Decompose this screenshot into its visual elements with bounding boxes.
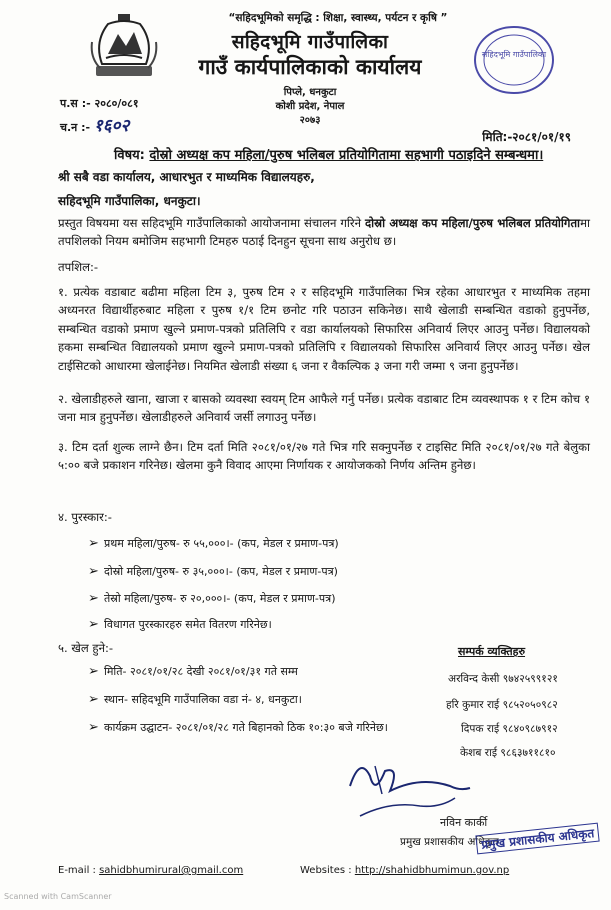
official-stamp: प्रमुख प्रशासकीय अधिकृत xyxy=(475,823,600,855)
municipality-seal xyxy=(472,24,556,96)
prize-item: ➢ तेस्रो महिला/पुरुष- रु २०,०००।- (कप, मेडल र प्रमाण-पत्र) xyxy=(88,591,336,606)
contacts-heading: सम्पर्क व्यक्तिहरु xyxy=(458,645,526,658)
details-heading: तपशिल:- xyxy=(58,260,99,274)
website-link[interactable]: http://shahidbhumimun.gov.np xyxy=(354,865,510,876)
arrow-bullet-icon: ➢ xyxy=(88,617,99,632)
prizes-heading: ४. पुरस्कार:- xyxy=(58,510,112,524)
arrow-bullet-icon: ➢ xyxy=(88,536,99,551)
intro-paragraph: प्रस्तुत विषयमा यस सहिदभूमि गाउँपालिकाको आयोजनामा संचालन गरिने दोस्रो अध्यक्ष कप महिला/पुरुष भलिबल प्रतियोगितामा तपशिलको नियम बमोजिम सहभागी टिमहरु पठाई दिनहुन सूचना साथ अनुरोध छ। xyxy=(58,216,590,249)
signatory-name: नविन कार्की xyxy=(440,816,488,829)
venue-item: ➢ कार्यक्रम उद्घाटन- २०८१/०१/२८ गते बिहानको ठिक १०:३० बजे गरिनेछ। xyxy=(88,720,388,735)
footer-website: Websites : http://shahidbhumimun.gov.np xyxy=(300,865,510,876)
nepal-emblem-icon xyxy=(88,12,160,82)
arrow-bullet-icon: ➢ xyxy=(88,692,99,707)
prize-item: ➢ विधागत पुरस्कारहरु समेत वितरण गरिनेछ। xyxy=(88,617,272,632)
venue-heading: ५. खेल हुने:- xyxy=(58,641,114,655)
svg-text:सहिदभूमि गाउँपालिका: सहिदभूमि गाउँपालिका xyxy=(481,50,547,59)
scanner-watermark: Scanned with CamScanner xyxy=(4,892,112,901)
address-line-1: पिप्ले, धनकुटा xyxy=(283,87,337,98)
contact-person: केशब राई ९८६३७११८१० xyxy=(460,747,556,759)
rule-point-2: २. खेलाडीहरुले खाना, खाजा र बासको व्यवस्था स्वयम् टिम आफैले गर्नु पर्नेछ। प्रत्येक वडाबाट टिम व्यवस्थापक १ र टिम कोच १ जना मात्र हुनुपर्नेछ। खेलाडीहरुले अनिवार्य जर्सी लगाउनु पर्नेछ। xyxy=(58,392,590,425)
office-name: गाउँ कार्यपालिकाको कार्यालय xyxy=(198,55,422,79)
established-year: २०७३ xyxy=(299,115,321,126)
chalani-number: च.न :- १६०२ xyxy=(60,116,130,136)
patra-sankhya: प.स :- २०८०/०८१ xyxy=(60,97,139,110)
rule-point-3: ३. टिम दर्ता शुल्क लाग्ने छैन। टिम दर्ता मिति २०८१/०१/२७ गते भित्र गरि सक्नुपर्नेछ र टाइसिट मिति २०८१/०१/२७ गते बेलुका ५:०० बजे प्रकाशन गरिनेछ। खेलमा कुनै विवाद आएमा निर्णायक र आयोजकको निर्णय अन्तिम हुनेछ। xyxy=(58,440,590,473)
contact-person: अरविन्द केसी ९७४२५९९१२१ xyxy=(448,673,558,685)
venue-item: ➢ मिति- २०८१/०१/२८ देखी २०८१/०१/३१ गते सम्म xyxy=(88,664,298,679)
rule-point-1: १. प्रत्येक वडाबाट बढीमा महिला टिम ३, पुरुष टिम २ र सहिदभूमि गाउँपालिका भित्र रहेका आधारभुत र माध्यमिक तहमा अध्यनरत विद्यार्थीहरुबाट महिला र पुरुष १/१ टिम छनोट गरि पठाउन सकिनेछ। साथै खेलाडी सम्बन्धित वडाको हुनुपर्नेछ, सम्बन्धित वडाको प्रमाण खुल्ने प्रमाण-पत्रको प्रतिलिपि र वडा कार्यालयको सिफारिस अनिवार्य लिएर आउनु पर्नेछ। विद्यालयको हकमा सम्बन्धित विद्यालयको प्रमाण खुल्ने प्रमाण-पत्रको प्रतिलिपि र विद्यालयको सिफारिस अनिवार्य लिएर आउनु पर्नेछ। खेल टाईसिटको आधारमा खेलाईनेछ। नियमित खेलाडी संख्या ६ जना र वैकल्पिक ३ जना गरी जम्मा ९ जना हुनुपर्नेछ। xyxy=(58,285,590,373)
venue-item: ➢ स्थान- सहिदभूमि गाउँपालिका वडा नं- ४, धनकुटा। xyxy=(88,692,302,707)
subject-line: विषय: दोस्रो अध्यक्ष कप महिला/पुरुष भलिबल प्रतियोगितामा सहभागी पठाइदिने सम्बन्धमा। xyxy=(114,148,544,163)
recipient-line-2: सहिदभूमि गाउँपालिका, धनकुटा। xyxy=(58,194,201,208)
arrow-bullet-icon: ➢ xyxy=(88,591,99,606)
address-line-2: कोशी प्रदेश, नेपाल xyxy=(275,101,345,112)
prize-item: ➢ प्रथम महिला/पुरुष- रु ५५,०००।- (कप, मेडल र प्रमाण-पत्र) xyxy=(88,536,339,551)
recipient-line-1: श्री सबै वडा कार्यालय, आधारभुत र माध्यमिक विद्यालयहरु, xyxy=(58,170,315,184)
prize-item: ➢ दोस्रो महिला/पुरुष- रु ३५,०००।- (कप, मेडल र प्रमाण-पत्र) xyxy=(88,564,338,579)
handwritten-signature xyxy=(330,746,480,846)
contact-person: हरि कुमार राई ९८५२०५०९८२ xyxy=(446,699,558,711)
email-link[interactable]: sahidbhumirural@gmail.com xyxy=(99,865,244,876)
municipality-name: सहिदभूमि गाउँपालिका xyxy=(231,31,389,53)
contact-person: दिपक राई ९८४०९८७९१२ xyxy=(461,723,558,735)
letterhead-motto: “सहिदभूमिको समृद्धि : शिक्षा, स्वास्थ्य, पर्यटन र कृषि ” xyxy=(228,12,448,24)
arrow-bullet-icon: ➢ xyxy=(88,720,99,735)
letter-date: मिति:-२०८१/०१/१९ xyxy=(482,130,571,144)
arrow-bullet-icon: ➢ xyxy=(88,664,99,679)
arrow-bullet-icon: ➢ xyxy=(88,564,99,579)
footer-email: E-mail : sahidbhumirural@gmail.com xyxy=(58,865,244,876)
signatory-title: प्रमुख प्रशासकीय अधिकृत xyxy=(400,836,499,848)
